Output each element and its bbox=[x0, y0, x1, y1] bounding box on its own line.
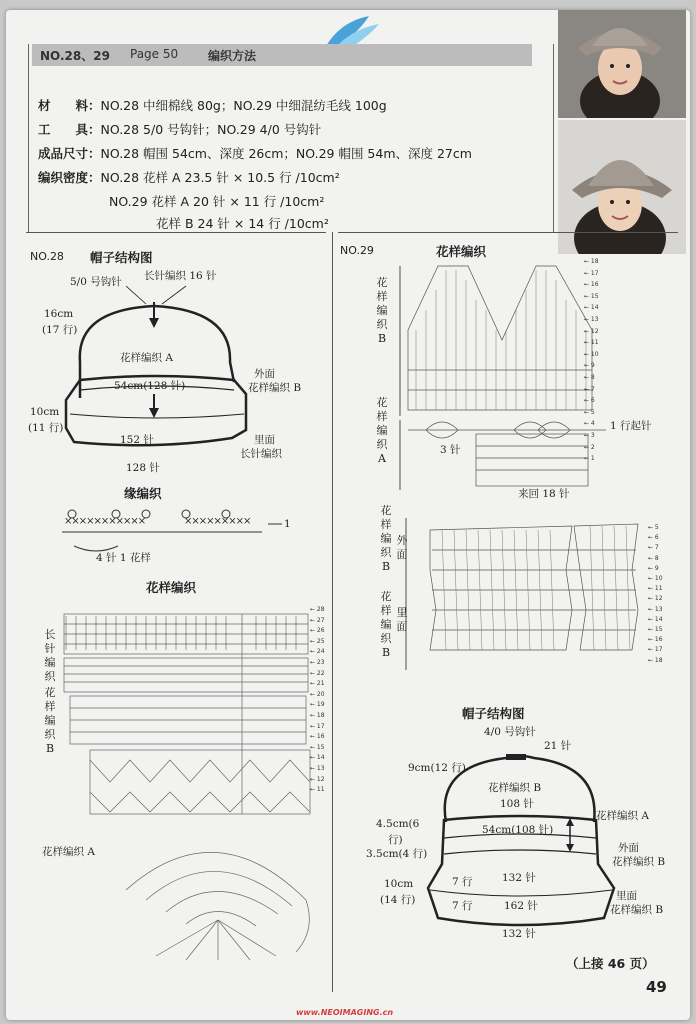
row-number: ← 19 bbox=[310, 701, 325, 709]
no29-132-stitches-a: 132 针 bbox=[502, 872, 536, 884]
row-number: ← 20 bbox=[310, 690, 325, 698]
row-number: ← 15 bbox=[310, 743, 325, 751]
no28-bottom-stitches: 128 针 bbox=[126, 462, 160, 474]
no29-diagram-title: 帽子结构图 bbox=[462, 706, 525, 721]
no29-lower-label-b1: 花样编织B bbox=[380, 504, 392, 573]
gauge-row-3: 花样 B 24 针 × 14 行 /10cm² bbox=[156, 216, 329, 231]
no29-lower-label-b2: 花样编织B bbox=[380, 590, 392, 659]
no28-diagram-title: 帽子结构图 bbox=[90, 250, 153, 265]
row-number: ← 5 bbox=[648, 524, 659, 531]
no29-lower-outside: 外面 bbox=[396, 534, 408, 561]
row-number: ← 26 bbox=[310, 627, 325, 635]
row-number: ← 6 bbox=[584, 397, 595, 405]
no29-band-height-2: 3.5cm(4 行) bbox=[366, 848, 428, 860]
no29-brim-rows: (14 行) bbox=[380, 894, 416, 906]
row-number: ← 22 bbox=[310, 669, 325, 677]
row-number: ← 6 bbox=[648, 534, 659, 542]
no28-brim-height: 10cm bbox=[30, 406, 60, 418]
edging-repeat: 4 针 1 花样 bbox=[96, 552, 151, 564]
row-number: ← 11 bbox=[648, 585, 663, 593]
no29-pattern-b2: 花样编织 B bbox=[612, 856, 666, 868]
no28-brim-rows: (11 行) bbox=[28, 422, 64, 434]
no29-eighteen-stitches: 来回 18 针 bbox=[518, 488, 570, 500]
row-number: ← 13 bbox=[648, 605, 663, 613]
row-number: ← 18 bbox=[584, 258, 599, 265]
row-number: ← 7 bbox=[584, 385, 595, 393]
row-number: ← 10 bbox=[584, 350, 599, 358]
no28-brim-stitches: 152 针 bbox=[120, 434, 154, 446]
no29-brim-height: 10cm bbox=[384, 878, 414, 890]
row-number: ← 24 bbox=[310, 648, 325, 656]
row-number: ← 8 bbox=[584, 374, 595, 381]
no29-three-stitches: 3 针 bbox=[440, 444, 461, 456]
row-number: ← 17 bbox=[584, 269, 599, 277]
book-page bbox=[6, 10, 690, 1020]
edging-row-number: 1 bbox=[284, 518, 291, 530]
no29-lower-inside: 里面 bbox=[396, 606, 408, 633]
row-number: ← 16 bbox=[648, 636, 663, 644]
row-number: ← 3 bbox=[584, 432, 595, 439]
no29-band-height-1: 4.5cm(6 bbox=[376, 818, 420, 830]
row-number: ← 13 bbox=[310, 765, 325, 772]
row-number: ← 9 bbox=[584, 362, 595, 370]
no29-title-number: NO.29 bbox=[340, 244, 374, 257]
row-number: ← 5 bbox=[584, 408, 595, 416]
row-number: ← 11 bbox=[310, 786, 325, 794]
section-title: 编织方法 bbox=[208, 49, 257, 63]
row-number: ← 13 bbox=[584, 316, 599, 323]
page-number: 49 bbox=[646, 978, 667, 996]
row-number: ← 27 bbox=[310, 616, 325, 624]
no29-circumference: 54cm(108 针) bbox=[482, 824, 554, 836]
no29-band-height-1b: 行) bbox=[388, 834, 403, 846]
row-number: ← 12 bbox=[648, 595, 663, 603]
row-number: ← 14 bbox=[648, 615, 663, 623]
row-number: ← 16 bbox=[584, 281, 599, 289]
no28-pattern-b: 花样编织 B bbox=[248, 382, 302, 394]
no29-rows-7b: 7 行 bbox=[452, 900, 473, 912]
edging-stitches-2: ××××××××× bbox=[184, 516, 251, 527]
no28-outside: 外面 bbox=[254, 368, 275, 380]
no28-label-long-stitch: 长针编织 bbox=[44, 628, 56, 683]
row-number: ← 7 bbox=[648, 544, 659, 552]
no28-hook: 5/0 号钩针 bbox=[70, 276, 122, 288]
no28-inside: 里面 bbox=[254, 434, 275, 446]
row-number: ← 9 bbox=[648, 564, 659, 572]
no29-top-stitches: 21 针 bbox=[544, 740, 572, 752]
row-number: ← 28 bbox=[310, 606, 325, 613]
no29-rows-7a: 7 行 bbox=[452, 876, 473, 888]
no28-edging-title: 缘编织 bbox=[124, 486, 162, 501]
continued-note: （上接 46 页） bbox=[566, 956, 655, 971]
no29-162-stitches: 162 针 bbox=[504, 900, 538, 912]
gauge-row: 编织密度：NO.28 花样 A 23.5 针 × 10.5 行 /10cm² bbox=[38, 170, 340, 185]
no28-top-stitches: 长针编织 16 针 bbox=[144, 270, 217, 282]
row-number: ← 12 bbox=[584, 327, 599, 335]
no29-pattern-b: 花样编织 B bbox=[488, 782, 542, 794]
row-number: ← 17 bbox=[648, 646, 663, 654]
no28-crown-height: 16cm bbox=[44, 308, 74, 320]
row-number: ← 23 bbox=[310, 659, 325, 666]
no29-crown-height: 9cm(12 行) bbox=[408, 762, 466, 774]
materials-row: 材 料：NO.28 中细棉线 80g；NO.29 中细混纺毛线 100g bbox=[38, 98, 387, 113]
no28-chart-title: 花样编织 bbox=[146, 580, 197, 595]
no28-pattern-a: 花样编织 A bbox=[120, 352, 173, 364]
row-number: ← 10 bbox=[648, 575, 663, 582]
tools-row: 工 具：NO.28 5/0 号钩针；NO.29 4/0 号钩针 bbox=[38, 122, 322, 137]
edging-stitches: ××××××××××× bbox=[64, 516, 146, 527]
row-number: ← 12 bbox=[310, 775, 325, 783]
row-number: ← 18 bbox=[648, 656, 663, 664]
no28-circumference: 54cm(128 针) bbox=[114, 380, 186, 392]
row-number: ← 15 bbox=[584, 292, 599, 300]
no28-title-number: NO.28 bbox=[30, 250, 64, 263]
no29-label-pattern-b: 花样编织B bbox=[376, 276, 388, 345]
row-number: ← 1 bbox=[584, 455, 595, 463]
no29-label-pattern-a: 花样编织A bbox=[376, 396, 388, 465]
page-reference: Page 50 bbox=[130, 47, 179, 61]
row-number: ← 15 bbox=[648, 626, 663, 633]
no29-hook: 4/0 号钩针 bbox=[484, 726, 536, 738]
row-number: ← 17 bbox=[310, 722, 325, 730]
row-number: ← 16 bbox=[310, 733, 325, 741]
no29-chart-title: 花样编织 bbox=[436, 244, 487, 259]
size-row: 成品尺寸：NO.28 帽围 54cm、深度 26cm；NO.29 帽围 54m、深度 27cm bbox=[38, 146, 472, 161]
no28-inside-stitch: 长针编织 bbox=[240, 448, 282, 460]
pattern-numbers: NO.28、29 bbox=[40, 49, 110, 63]
row-number: ← 2 bbox=[584, 443, 595, 451]
row-number: ← 14 bbox=[584, 304, 599, 312]
no29-108-stitches: 108 针 bbox=[500, 798, 534, 810]
row-number: ← 4 bbox=[584, 420, 595, 428]
row-number: ← 25 bbox=[310, 637, 325, 645]
no29-inside: 里面 bbox=[616, 890, 637, 902]
no29-pattern-b3: 花样编织 B bbox=[610, 904, 664, 916]
row-number: ← 8 bbox=[648, 554, 659, 562]
gauge-row-2: NO.29 花样 A 20 针 × 11 行 /10cm² bbox=[109, 194, 325, 209]
no29-pattern-a: 花样编织 A bbox=[596, 810, 649, 822]
row-number: ← 18 bbox=[310, 712, 325, 719]
no29-start-row: 1 行起针 bbox=[610, 420, 652, 432]
row-number: ← 21 bbox=[310, 680, 325, 688]
no28-label-pattern-b: 花样编织B bbox=[44, 686, 56, 755]
no28-crown-rows: (17 行) bbox=[42, 324, 78, 336]
row-number: ← 11 bbox=[584, 339, 599, 347]
no29-132-stitches-b: 132 针 bbox=[502, 928, 536, 940]
watermark: www.NEOIMAGING.cn bbox=[296, 1008, 394, 1017]
no29-stitch-chart-bottom bbox=[6, 510, 690, 710]
no29-outside: 外面 bbox=[618, 842, 639, 854]
no28-label-pattern-a: 花样编织 A bbox=[42, 846, 95, 858]
row-number: ← 14 bbox=[310, 754, 325, 762]
no29-hat-diagram bbox=[6, 710, 690, 990]
